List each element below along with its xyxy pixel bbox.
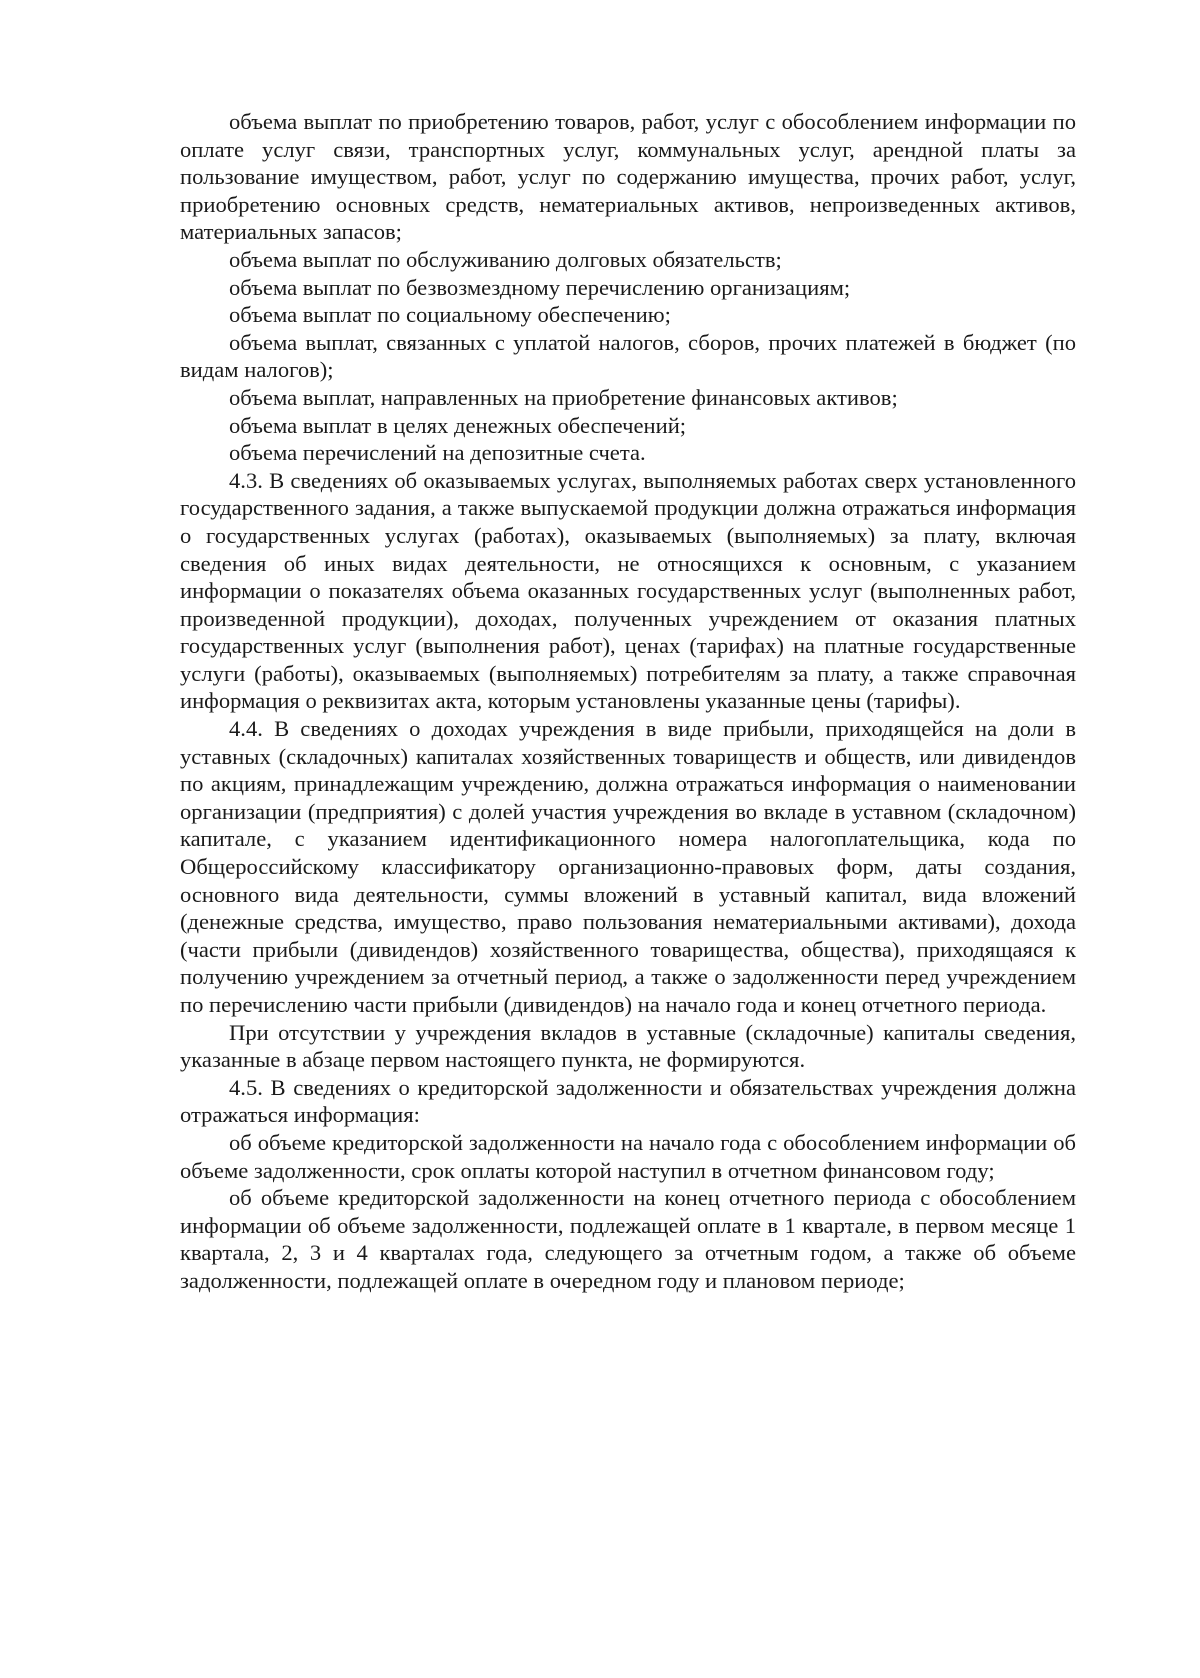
paragraph-social-payments: объема выплат по социальному обеспечению; xyxy=(229,302,671,328)
paragraph-gratuitous-transfers: объема выплат по безвозмездному перечислению организациям; xyxy=(229,274,851,300)
paragraph-payables-end-of-period: об объеме кредиторской задолженности на конец отчетного периода с обособлением информации об объеме задолженности, подлежащей оплате в 1 квартале, в первом месяце 1 квартала, 2, 3 и 4 кварталах года, следующего за отчетным годом, а также об объеме задолженности, подлежащей оплате в очередном году и плановом периоде; xyxy=(180,1185,1076,1293)
paragraph-deposit-transfers: объема перечислений на депозитные счета. xyxy=(229,440,646,466)
paragraph-section-4-3: 4.3. В сведениях об оказываемых услугах, выполняемых работах сверх установленного государственного задания, а также выпускаемой продукции должна отражаться информация о государственных услугах (работах), оказываемых (выполняемых) за плату, включая сведения об иных видах деятельности, не относящихся к основным, с указанием информации о показателях объема оказанных государственных услуг (выполненных работ, произведенной продукции), доходах, полученных учреждением от оказания платных государственных услуг (выполнения работ), ценах (тарифах) на платные государственные услуги (работы), оказываемых (выполняемых) потребителям за плату, а также справочная информация о реквизитах акта, которым установлены указанные цены (тарифы). xyxy=(180,467,1076,714)
paragraph-debt-service-payments: объема выплат по обслуживанию долговых обязательств; xyxy=(229,246,782,272)
paragraph-tax-payments: объема выплат, связанных с уплатой налогов, сборов, прочих платежей в бюджет (по видам налогов); xyxy=(180,329,1076,383)
document-body xyxy=(180,108,1076,1295)
paragraph-purchase-payments: объема выплат по приобретению товаров, работ, услуг с обособлением информации по оплате услуг связи, транспортных услуг, коммунальных услуг, арендной платы за пользование имуществом, работ, услуг по содержанию имущества, прочих работ, услуг, приобретению основных средств, нематериальных активов, непроизведенных активов, материальных запасов; xyxy=(180,109,1076,245)
paragraph-monetary-provision-payments: объема выплат в целях денежных обеспечений; xyxy=(229,412,687,438)
paragraph-financial-assets-payments: объема выплат, направленных на приобретение финансовых активов; xyxy=(229,384,898,410)
paragraph-section-4-4: 4.4. В сведениях о доходах учреждения в виде прибыли, приходящейся на доли в уставных (складочных) капиталах хозяйственных товариществ и обществ, или дивидендов по акциям, принадлежащим учреждению, должна отражаться информация о наименовании организации (предприятия) с долей участия учреждения во вкладе в уставном (складочном) капитале, с указанием идентификационного номера налогоплательщика, кода по Общероссийскому классификатору организационно-правовых форм, даты создания, основного вида деятельности, суммы вложений в уставный капитал, вида вложений (денежные средства, имущество, право пользования нематериальными активами), дохода (части прибыли (дивидендов) хозяйственного товарищества, общества), приходящаяся к получению учреждением за отчетный период, а также о задолженности перед учреждением по перечислению части прибыли (дивидендов) на начало года и конец отчетного периода. xyxy=(180,716,1076,1017)
paragraph-payables-start-of-year: об объеме кредиторской задолженности на начало года с обособлением информации об объеме задолженности, срок оплаты которой наступил в отчетном финансовом году; xyxy=(180,1129,1076,1183)
paragraph-section-4-5: 4.5. В сведениях о кредиторской задолженности и обязательствах учреждения должна отражаться информация: xyxy=(180,1074,1076,1128)
paragraph-no-contributions: При отсутствии у учреждения вкладов в уставные (складочные) капиталы сведения, указанные в абзаце первом настоящего пункта, не формируются. xyxy=(180,1019,1076,1073)
